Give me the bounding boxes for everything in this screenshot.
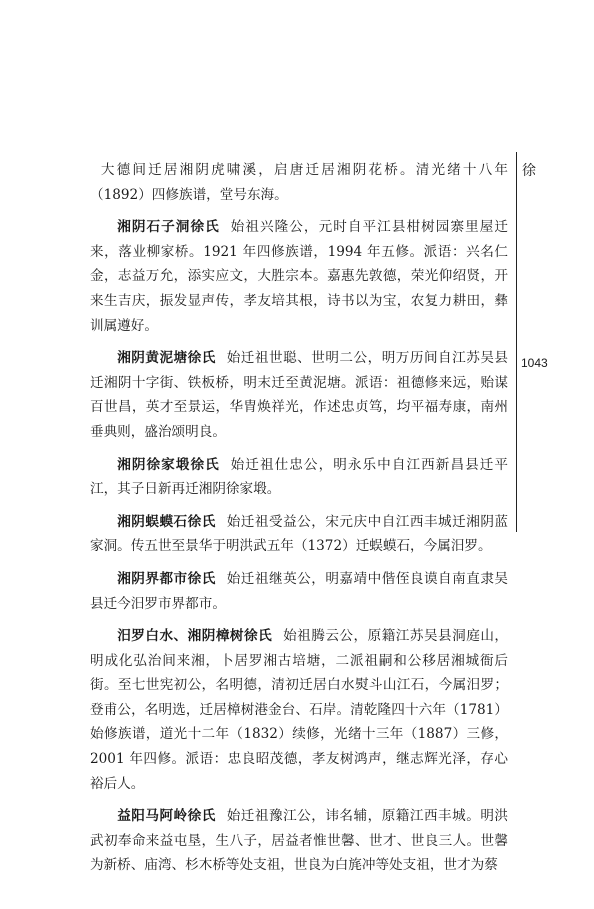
surname-tab: 徐 xyxy=(522,163,536,179)
body-text xyxy=(90,158,508,886)
paragraph-text: 始迁祖世聪、世明二公，明万历间自江苏吴县迁湘阴十字街、铁板桥，明末迁至黄泥塘。派语：祖德修来远，贻谋百世昌，英才至景运，华胄焕祥光，作述忠贞笃，均平福寿康，南州垂典则，盛治颂明良。 xyxy=(90,350,509,440)
paragraph-5 xyxy=(90,567,508,616)
paragraph-text: 始迁祖继英公，明嘉靖中偕侄良谟自南直隶吴县迁今汨罗市界都市。 xyxy=(90,570,509,612)
margin-rule xyxy=(516,152,517,532)
paragraph-4 xyxy=(90,510,508,559)
clan-name: 汨罗白水、湘阴樟树徐氏 xyxy=(117,628,273,645)
page-number: 1043 xyxy=(521,356,548,370)
paragraph-6 xyxy=(90,624,508,796)
paragraph-1 xyxy=(90,215,508,338)
paragraph-text: 始祖兴隆公，元时自平江县柑树园寨里屋迁来，落业柳家桥。1921 年四修族谱，1994 年五修。派语：兴名仁金，志益万允，添实应文，大胜宗本。嘉惠先敦德，荣光仰绍贤，开来生吉庆，振发显声传，孝友培其根，诗书以为宝，农复力耕田，彝训属遵好。 xyxy=(90,219,509,334)
paragraph-text: 始祖腾云公，原籍江苏吴县洞庭山，明成化弘治间来湘，卜居罗湘古培塘，二派祖嗣和公移居湘城衙后街。至七世宪初公，名明德，清初迁居白水熨斗山江石，今属汨罗；登甫公，名明选，迁居樟树港金台、石岸。清乾隆四十六年（1781）始修族谱，道光十二年（1832）续修，光绪十三年（1887）三修，2001 年四修。派语：忠良昭茂德，孝友树鸿声，继志辉光泽，存心裕后人。 xyxy=(90,628,509,792)
paragraph-0 xyxy=(90,158,508,207)
clan-name: 湘阴徐家塅徐氏 xyxy=(117,456,220,473)
paragraph-text: 始迁祖仕忠公，明永乐中自江西新昌县迁平江，其子日新再迁湘阴徐家塅。 xyxy=(90,456,509,498)
clan-name: 湘阴蜈蟆石徐氏 xyxy=(117,513,216,530)
paragraph-2 xyxy=(90,346,508,444)
paragraph-3 xyxy=(90,453,508,502)
paragraph-7 xyxy=(90,804,508,878)
clan-name: 湘阴黄泥塘徐氏 xyxy=(117,350,216,367)
clan-name: 湘阴界都市徐氏 xyxy=(117,570,216,587)
paragraph-text: 大德间迁居湘阴虎啸溪，启唐迁居湘阴花桥。清光绪十八年（1892）四修族谱，堂号东海。 xyxy=(90,162,508,203)
clan-name: 益阳马阿岭徐氏 xyxy=(117,808,216,825)
paragraph-text: 始迁祖受益公，宋元庆中自江西丰城迁湘阴蓝家洞。传五世至景华于明洪武五年（1372）迁蜈蟆石，今属汨罗。 xyxy=(90,513,509,555)
clan-name: 湘阴石子洞徐氏 xyxy=(117,219,220,236)
paragraph-text: 始迁祖豫江公，讳名辅，原籍江西丰城。明洪武初奉命来益屯垦，生八子，居益者惟世馨、世才、世良三人。世馨为新桥、庙湾、杉木桥等处支祖，世良为白旄冲等处支祖，世才为蔡 xyxy=(90,808,509,874)
